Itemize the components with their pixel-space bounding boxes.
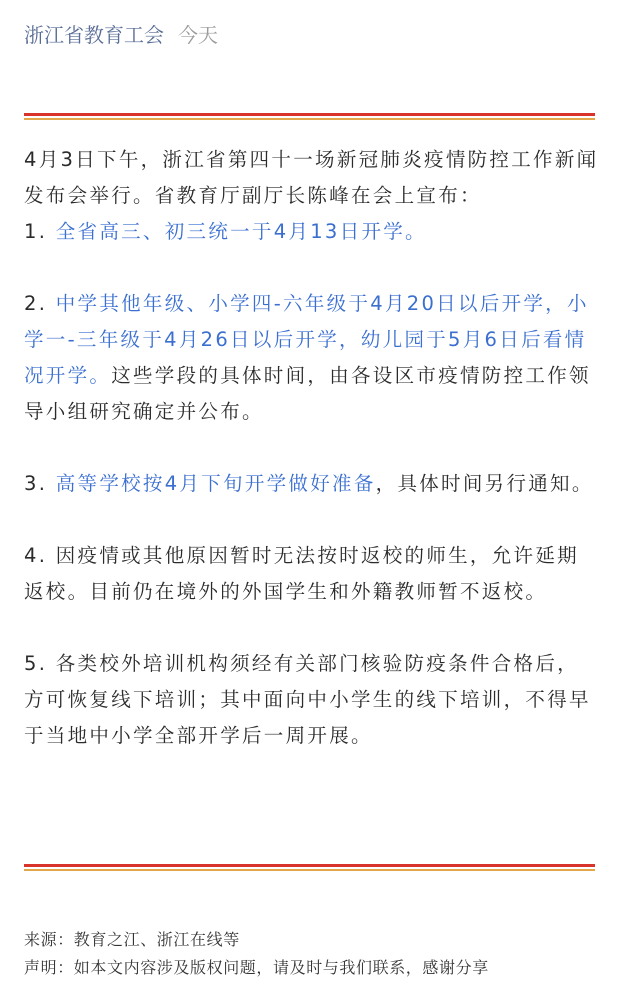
item-highlight: 高等学校按4月下旬开学做好准备 (55, 472, 376, 495)
copyright-statement: 声明：如本文内容涉及版权问题，请及时与我们联系，感谢分享 (24, 958, 489, 977)
item-text: ，具体时间另行通知。 (375, 472, 594, 495)
bottom-divider (24, 864, 595, 871)
top-divider (24, 113, 595, 120)
publish-date: 今天 (178, 22, 218, 47)
item-number: 4. (24, 544, 56, 567)
source-line: 来源：教育之江、浙江在线等 (24, 930, 240, 949)
list-item (24, 646, 600, 754)
item-highlight: 中学其他年级、小学四-六年级于4月20日以后开学，小学一-三年级于4月26日以后开学，幼儿园于5月6日后看情况开学。 (24, 292, 589, 387)
item-number: 5. (24, 652, 56, 675)
item-text: 这些学段的具体时间，由各设区市疫情防控工作领导小组研究确定并公布。 (24, 364, 591, 423)
account-name-link[interactable]: 浙江省教育工会 (24, 22, 164, 47)
article-footer (24, 926, 604, 982)
item-text: 各类校外培训机构须经有关部门核验防疫条件合格后，方可恢复线下培训；其中面向中小学生的线下培训，不得早于当地中小学全部开学后一周开展。 (24, 652, 591, 747)
intro-paragraph: 4月3日下午，浙江省第四十一场新冠肺炎疫情防控工作新闻发布会举行。省教育厅副厅长陈峰在会上宣布： (24, 148, 599, 207)
article-header (24, 16, 218, 50)
article-body (24, 142, 600, 754)
list-item (24, 466, 600, 502)
item-number: 1. (24, 220, 56, 243)
item-number: 2. (24, 292, 56, 315)
list-item (24, 214, 600, 250)
list-item (24, 286, 600, 430)
list-item (24, 538, 600, 610)
item-text: 因疫情或其他原因暂时无法按时返校的师生，允许延期返校。目前仍在境外的外国学生和外籍教师暂不返校。 (24, 544, 579, 603)
item-highlight: 全省高三、初三统一于4月13日开学。 (55, 220, 427, 243)
item-number: 3. (24, 472, 56, 495)
